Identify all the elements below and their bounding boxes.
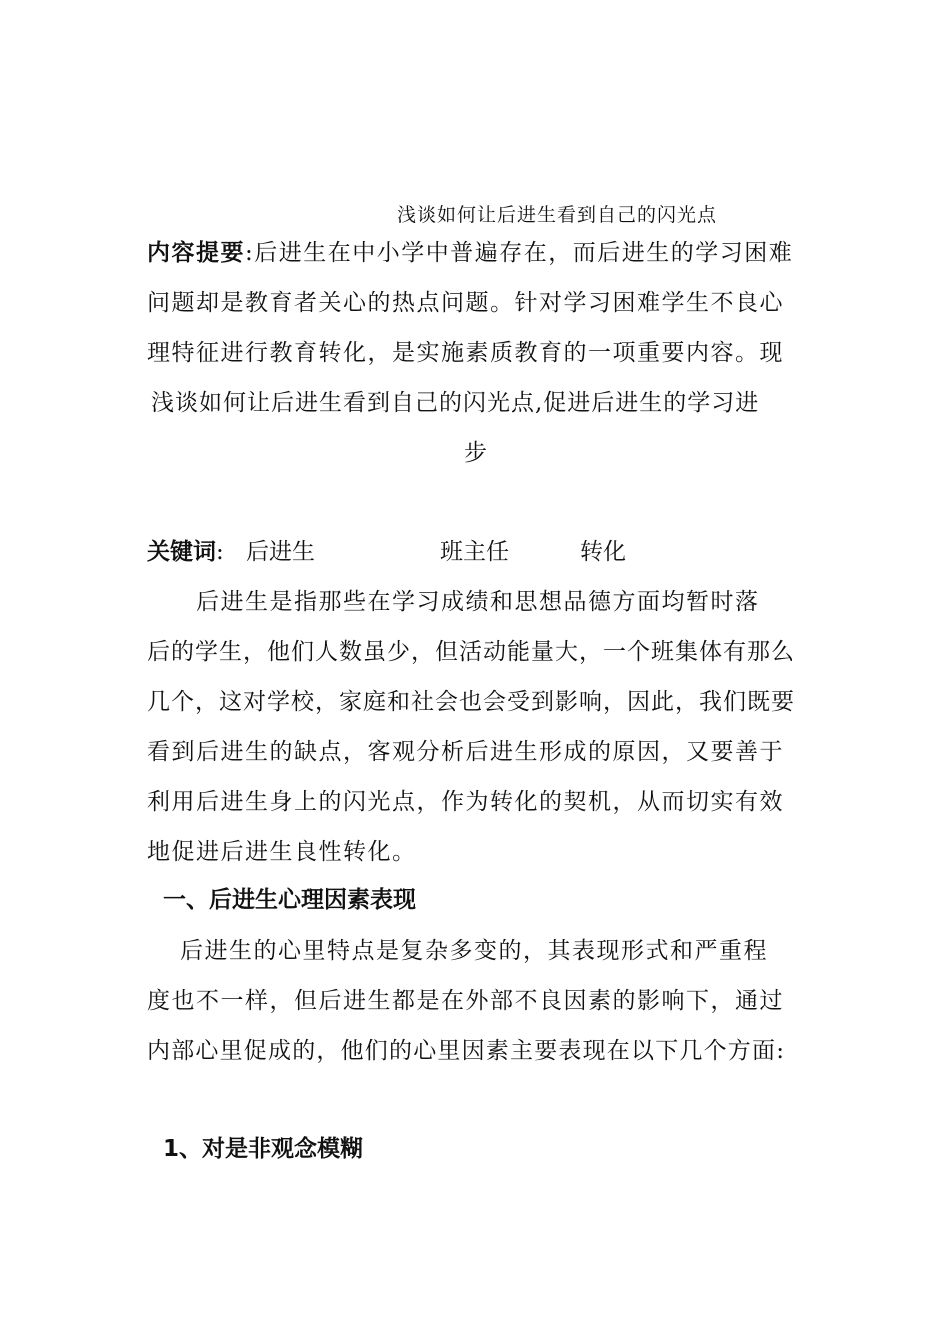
keywords-label: 关键词 <box>147 538 216 565</box>
paragraph-line: 看到后进生的缺点，客观分析后进生形成的原因，又要善于 <box>147 739 784 765</box>
paragraph-line: 内部心里促成的，他们的心里因素主要表现在以下几个方面: <box>147 1038 786 1064</box>
abstract-line <box>147 234 793 267</box>
keyword-item: 后进生 <box>246 539 315 565</box>
document-title: 浅谈如何让后进生看到自己的闪光点 <box>397 204 718 226</box>
keyword-item: 转化 <box>580 539 626 565</box>
section-heading: 一、后进生心理因素表现 <box>163 887 416 913</box>
abstract-label: 内容提要 <box>147 239 245 266</box>
abstract-line: 步 <box>464 440 489 466</box>
abstract-line: 理特征进行教育转化，是实施素质教育的一项重要内容。现 <box>147 340 784 366</box>
paragraph-line: 地促进后进生良性转化。 <box>147 839 417 865</box>
keyword-item: 班主任 <box>440 539 509 565</box>
abstract-text: :后进生在中小学中普遍存在，而后进生的学习困难 <box>245 240 794 266</box>
paragraph-line: 后的学生，他们人数虽少，但活动能量大，一个班集体有那么 <box>147 639 795 665</box>
paragraph-line: 度也不一样，但后进生都是在外部不良因素的影响下，通过 <box>147 988 784 1014</box>
paragraph-line: 后进生是指那些在学习成绩和思想品德方面均暂时落 <box>196 589 760 615</box>
abstract-line: 浅谈如何让后进生看到自己的闪光点,促进后进生的学习进 <box>151 390 760 416</box>
abstract-line: 问题却是教育者关心的热点问题。针对学习困难学生不良心 <box>147 290 784 316</box>
paragraph-line: 利用后进生身上的闪光点，作为转化的契机，从而切实有效 <box>147 789 784 815</box>
paragraph-line: 后进生的心里特点是复杂多变的，其表现形式和严重程 <box>180 938 768 964</box>
keywords-colon: : <box>216 539 224 565</box>
paragraph-line: 几个，这对学校，家庭和社会也会受到影响，因此，我们既要 <box>147 689 795 715</box>
subsection-heading: 1、对是非观念模糊 <box>163 1136 364 1162</box>
keywords-label-row <box>147 533 224 566</box>
